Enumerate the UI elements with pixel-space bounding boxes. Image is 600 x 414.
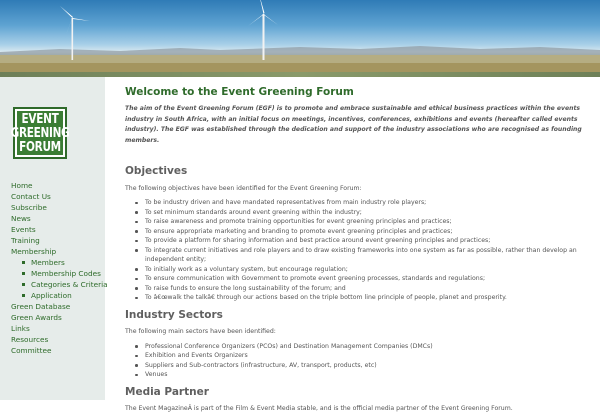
- sectors-lead: The following main sectors have been identified:: [125, 327, 276, 335]
- list-item: To â€œwalk the talkâ€ through our actions based on the triple bottom line principle of people, planet and prosperity.: [133, 293, 595, 303]
- list-item: To integrate current initiatives and role players and to draw existing frameworks into one system as far as possible, rather than develop an independent entity;: [133, 246, 595, 265]
- objectives-lead: The following objectives have been identified for the Event Greening Forum:: [125, 185, 362, 192]
- list-item: Professional Conference Organizers (PCOs) and Destination Management Companies (DMCs): [133, 342, 595, 352]
- nav-resources[interactable]: Resources: [11, 335, 49, 344]
- nav-green-awards[interactable]: Green Awards: [11, 313, 62, 322]
- nav-members[interactable]: Members: [11, 257, 108, 268]
- wind-turbines-image: [0, 0, 600, 72]
- nav-committee[interactable]: Committee: [11, 346, 52, 355]
- media-text: The Event MagazineÂ is part of the Film & Event Media stable, and is the official media partner of the Event Greening Forum.: [125, 404, 513, 412]
- list-item: To initially work as a voluntary system, but encourage regulation;: [133, 265, 595, 275]
- list-item: To ensure communication with Government to promote event greening processes, standards and regulations;: [133, 274, 595, 284]
- list-item: To be industry driven and have mandated representatives from main industry role players;: [133, 198, 595, 208]
- main-content: [125, 85, 595, 414]
- sidebar-nav: [11, 180, 108, 356]
- nav-subscribe[interactable]: Subscribe: [11, 203, 47, 212]
- nav-training[interactable]: Training: [11, 236, 40, 245]
- sectors-heading: Industry Sectors: [125, 308, 223, 321]
- logo-line-2: GREENING: [10, 125, 70, 141]
- list-item: Exhibition and Events Organizers: [133, 351, 595, 361]
- nav-contact-us[interactable]: Contact Us: [11, 192, 51, 201]
- page-title: Welcome to the Event Greening Forum: [125, 86, 354, 98]
- nav-events[interactable]: Events: [11, 225, 36, 234]
- nav-application[interactable]: Application: [11, 290, 108, 301]
- objectives-list: [125, 198, 595, 303]
- logo-line-1: EVENT: [21, 111, 59, 127]
- list-item: To set minimum standards around event greening within the industry;: [133, 208, 595, 218]
- list-item: Venues: [133, 370, 595, 380]
- sectors-list: [125, 342, 595, 380]
- media-heading: Media Partner: [125, 385, 209, 398]
- logo-line-3: FORUM: [19, 139, 61, 155]
- nav-green-database[interactable]: Green Database: [11, 302, 71, 311]
- sidebar: [0, 77, 108, 400]
- header-banner: [0, 0, 600, 72]
- egf-logo[interactable]: [10, 107, 70, 159]
- nav-membership-codes[interactable]: Membership Codes: [11, 268, 108, 279]
- objectives-heading: Objectives: [125, 165, 188, 177]
- nav-categories-criteria[interactable]: Categories & Criteria: [11, 279, 108, 290]
- list-item: To provide a platform for sharing information and best practice around event greening principles and practices;: [133, 236, 595, 246]
- list-item: To raise awareness and promote training opportunities for event greening principles and practices;: [133, 217, 595, 227]
- intro-paragraph: The aim of the Event Greening Forum (EGF) is to promote and embrace sustainable and ethical business practices within the events industry in South Africa, with an initial focus on meetings, incentives, conferences, exhibitions and events (hereafter called events industry). The EGF was established through the dedication and support of the industry associations who are recognised as founding members.: [125, 105, 582, 144]
- list-item: To raise funds to ensure the long sustainability of the forum; and: [133, 284, 595, 294]
- nav-home[interactable]: Home: [11, 181, 33, 190]
- nav-news[interactable]: News: [11, 214, 31, 223]
- list-item: To ensure appropriate marketing and branding to promote event greening principles and practices;: [133, 227, 595, 237]
- nav-membership[interactable]: Membership: [11, 247, 57, 256]
- list-item: Suppliers and Sub-contractors (infrastructure, AV, transport, products, etc): [133, 361, 595, 371]
- nav-links[interactable]: Links: [11, 324, 30, 333]
